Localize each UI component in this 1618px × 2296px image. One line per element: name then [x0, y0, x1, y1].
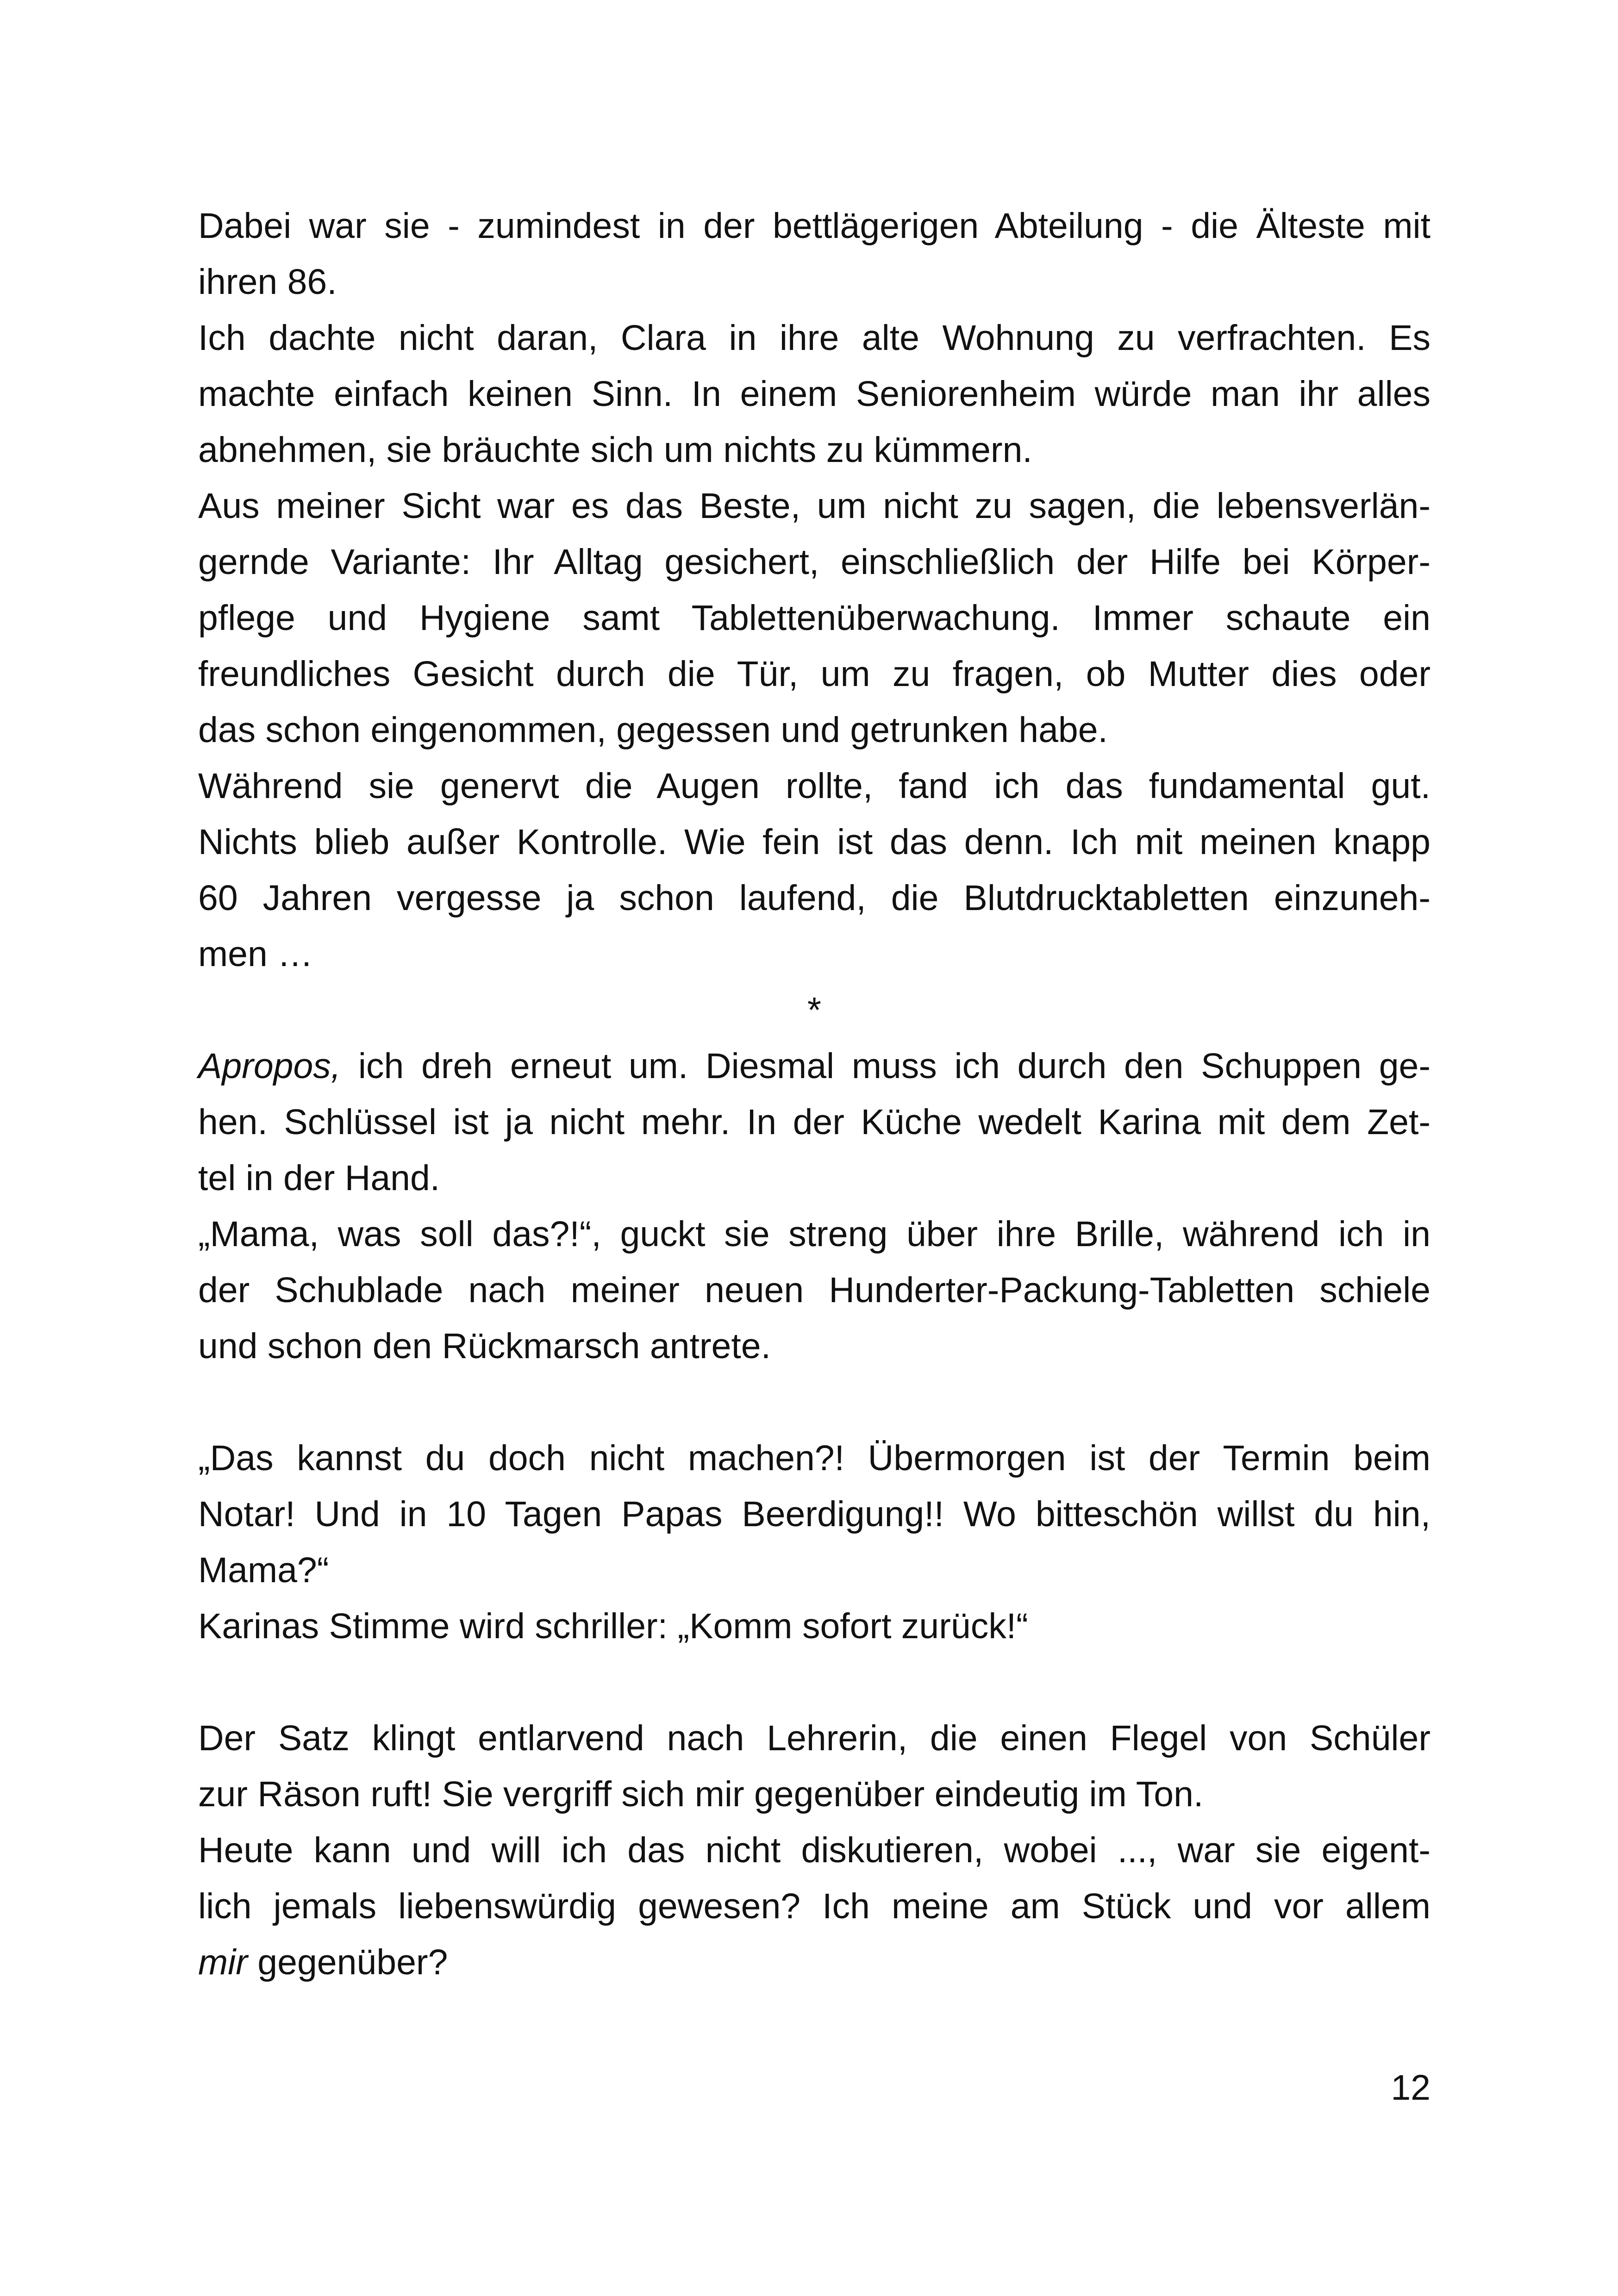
text-line: der Schublade nach meiner neuen Hunderter-Packung-Tabletten schiele [198, 1270, 1431, 1310]
text-line: Notar! Und in 10 Tagen Papas Beerdigung!! Wo bitteschön willst du hin, [198, 1494, 1431, 1534]
text-line: men … [198, 934, 313, 974]
body-text [198, 198, 1431, 1990]
text-line: Aus meiner Sicht war es das Beste, um nicht zu sagen, die lebensverlän- [198, 486, 1431, 526]
text-line: pflege und Hygiene samt Tablettenüberwachung. Immer schaute ein [198, 598, 1431, 638]
text-line: Karinas Stimme wird schriller: „Komm sofort zurück!“ [198, 1606, 1028, 1646]
text-line [198, 1934, 1431, 1990]
italic-word-mir: mir [198, 1942, 248, 1982]
text-line-rest: ich dreh erneut um. Diesmal muss ich durch den Schuppen ge- [358, 1046, 1431, 1086]
text-line: Ich dachte nicht daran, Clara in ihre alte Wohnung zu verfrachten. Es [198, 318, 1431, 358]
text-line: Während sie genervt die Augen rollte, fand ich das fundamental gut. [198, 766, 1431, 806]
text-line: und schon den Rückmarsch antrete. [198, 1326, 771, 1366]
text-line: gernde Variante: Ihr Alltag gesichert, einschließlich der Hilfe bei Körper- [198, 542, 1431, 582]
text-line: Mama?“ [198, 1550, 329, 1590]
blank-line [198, 1374, 1431, 1430]
text-line: tel in der Hand. [198, 1158, 440, 1198]
text-line: Der Satz klingt entlarvend nach Lehrerin, die einen Flegel von Schüler [198, 1718, 1431, 1758]
text-line-rest: gegenüber? [257, 1942, 448, 1982]
page-number: 12 [1391, 2068, 1431, 2108]
text-line: Nichts blieb außer Kontrolle. Wie fein ist das denn. Ich mit meinen knapp [198, 822, 1431, 862]
text-line: abnehmen, sie bräuchte sich um nichts zu kümmern. [198, 430, 1032, 470]
text-line: freundliches Gesicht durch die Tür, um zu fragen, ob Mutter dies oder [198, 654, 1431, 694]
text-line: Dabei war sie - zumindest in der bettlägerigen Abteilung - die Älteste mit [198, 206, 1431, 246]
text-line: „Das kannst du doch nicht machen?! Übermorgen ist der Termin beim [198, 1438, 1431, 1478]
text-line: Heute kann und will ich das nicht diskutieren, wobei ..., war sie eigent- [198, 1830, 1431, 1870]
text-line: lich jemals liebenswürdig gewesen? Ich meine am Stück und vor allem [198, 1886, 1431, 1926]
text-line: zur Räson ruft! Sie vergriff sich mir gegenüber eindeutig im Ton. [198, 1774, 1204, 1814]
blank-line [198, 1654, 1431, 1710]
text-line: machte einfach keinen Sinn. In einem Seniorenheim würde man ihr alles [198, 374, 1431, 414]
text-line: das schon eingenommen, gegessen und getrunken habe. [198, 710, 1108, 750]
italic-word-apropos: Apropos, [198, 1046, 341, 1086]
text-line [198, 1038, 1431, 1094]
section-break-asterisk: * [807, 990, 821, 1030]
text-line: „Mama, was soll das?!“, guckt sie streng über ihre Brille, während ich in [198, 1214, 1431, 1254]
text-line: hen. Schlüssel ist ja nicht mehr. In der Küche wedelt Karina mit dem Zet- [198, 1102, 1431, 1142]
text-line: ihren 86. [198, 262, 337, 302]
text-line: 60 Jahren vergesse ja schon laufend, die Blutdrucktabletten einzuneh- [198, 878, 1431, 918]
